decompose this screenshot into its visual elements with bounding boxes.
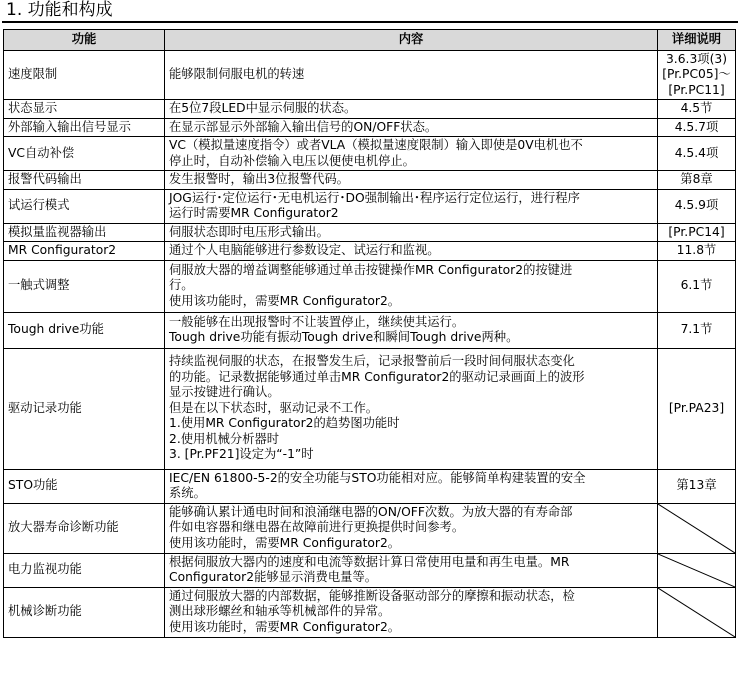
function-cell: VC自动补偿 bbox=[4, 137, 165, 171]
content-line: 测出球形螺丝和轴承等机械部件的异常。 bbox=[169, 604, 391, 619]
function-cell: 电力监视功能 bbox=[4, 553, 165, 587]
detail-line: 11.8节 bbox=[676, 243, 717, 257]
diagonal-slash bbox=[658, 554, 735, 587]
detail-line: 6.1节 bbox=[680, 278, 713, 293]
content-line: 根据伺服放大器内的速度和电流等数据计算日常使用电量和再生电量。MR bbox=[169, 554, 570, 569]
function-cell: 一触式调整 bbox=[4, 260, 165, 312]
content-line: 使用该功能时，需要MR Configurator2。 bbox=[169, 293, 401, 308]
table-row bbox=[4, 50, 736, 100]
function-cell: Tough drive功能 bbox=[4, 312, 165, 348]
content-line: 2.使用机械分析器时 bbox=[169, 431, 280, 446]
detail-line: 第13章 bbox=[676, 478, 717, 493]
content-line: 系统。 bbox=[169, 486, 206, 500]
function-cell: 驱动记录功能 bbox=[4, 348, 165, 469]
detail-cell bbox=[658, 118, 736, 137]
content-line: 通过个人电脑能够进行参数设定、试运行和监视。 bbox=[169, 243, 440, 257]
content-cell bbox=[165, 137, 658, 171]
detail-line: [Pr.PC05]～ bbox=[662, 67, 731, 81]
detail-cell bbox=[658, 260, 736, 312]
content-cell bbox=[165, 242, 658, 261]
content-cell bbox=[165, 503, 658, 553]
content-cell bbox=[165, 312, 658, 348]
detail-line: 7.1节 bbox=[680, 322, 713, 337]
content-cell bbox=[165, 223, 658, 242]
function-table bbox=[3, 29, 736, 638]
detail-cell-empty bbox=[658, 553, 736, 587]
function-cell: 试运行模式 bbox=[4, 189, 165, 223]
content-line: 的功能。记录数据能够通过单击MR Configurator2的驱动记录画面上的波形 bbox=[169, 369, 585, 384]
content-line: 行。 bbox=[169, 278, 194, 293]
detail-line: 4.5.4项 bbox=[674, 145, 719, 160]
detail-cell bbox=[658, 189, 736, 223]
content-cell bbox=[165, 100, 658, 119]
content-cell bbox=[165, 50, 658, 100]
detail-cell bbox=[658, 171, 736, 190]
function-cell: 报警代码输出 bbox=[4, 171, 165, 190]
content-cell bbox=[165, 189, 658, 223]
detail-cell-empty bbox=[658, 503, 736, 553]
title-underline bbox=[2, 21, 738, 23]
content-line: 伺服放大器的增益调整能够通过单击按键操作MR Configurator2的按键进 bbox=[169, 262, 573, 277]
detail-cell bbox=[658, 100, 736, 119]
content-cell bbox=[165, 553, 658, 587]
header-detail: 详细说明 bbox=[658, 30, 736, 51]
table-row bbox=[4, 469, 736, 503]
function-cell: 机械诊断功能 bbox=[4, 587, 165, 637]
function-cell: 模拟量监视器输出 bbox=[4, 223, 165, 242]
content-line: 通过伺服放大器的内部数据，能够推断设备驱动部分的摩擦和振动状态，检 bbox=[169, 588, 575, 603]
function-cell: STO功能 bbox=[4, 469, 165, 503]
content-line: 使用该功能时，需要MR Configurator2。 bbox=[169, 535, 401, 550]
content-line: 在5位7段LED中显示伺服的状态。 bbox=[169, 101, 357, 115]
table-row bbox=[4, 260, 736, 312]
table-row bbox=[4, 312, 736, 348]
content-line: 运行时需要MR Configurator2 bbox=[169, 206, 339, 220]
detail-cell bbox=[658, 469, 736, 503]
content-line: 持续监视伺服的状态，在报警发生后，记录报警前后一段时间伺服状态变化 bbox=[169, 354, 575, 369]
content-line: 1.使用MR Configurator2的趋势图功能时 bbox=[169, 416, 400, 431]
content-line: 伺服状态即时电压形式输出。 bbox=[169, 224, 329, 239]
detail-cell bbox=[658, 223, 736, 242]
detail-line: 3.6.3项(3) bbox=[665, 51, 727, 66]
content-line: 停止时，自动补偿输入电压以便使电机停止。 bbox=[169, 153, 415, 168]
diagonal-slash bbox=[658, 588, 735, 637]
table-row bbox=[4, 100, 736, 119]
function-cell: 放大器寿命诊断功能 bbox=[4, 503, 165, 553]
content-line: 但是在以下状态时，驱动记录不工作。 bbox=[169, 400, 379, 415]
detail-cell bbox=[658, 312, 736, 348]
content-cell bbox=[165, 118, 658, 137]
table-row bbox=[4, 189, 736, 223]
content-line: 发生报警时，输出3位报警代码。 bbox=[169, 172, 349, 186]
function-cell: 外部输入输出信号显示 bbox=[4, 118, 165, 137]
content-line: 一般能够在出现报警时不让装置停止，继续使其运行。 bbox=[169, 314, 465, 329]
table-row bbox=[4, 503, 736, 553]
detail-line: 4.5.7项 bbox=[674, 119, 719, 134]
content-line: 3. [Pr.PF21]设定为“-1”时 bbox=[169, 447, 314, 462]
content-line: 使用该功能时，需要MR Configurator2。 bbox=[169, 619, 401, 634]
content-line: JOG运行･定位运行･无电机运行･DO强制输出･程序运行定位运行，进行程序 bbox=[169, 190, 580, 205]
detail-cell bbox=[658, 137, 736, 171]
function-cell: MR Configurator2 bbox=[4, 242, 165, 261]
diagonal-slash bbox=[658, 504, 735, 553]
detail-cell bbox=[658, 348, 736, 469]
function-cell: 速度限制 bbox=[4, 50, 165, 100]
table-row bbox=[4, 118, 736, 137]
section-title: 1. 功能和构成 bbox=[6, 0, 113, 20]
table-row bbox=[4, 137, 736, 171]
table-row bbox=[4, 242, 736, 261]
content-cell bbox=[165, 587, 658, 637]
function-cell: 状态显示 bbox=[4, 100, 165, 119]
content-cell bbox=[165, 260, 658, 312]
detail-cell bbox=[658, 50, 736, 100]
detail-line: [Pr.PA23] bbox=[668, 400, 725, 415]
detail-line: 第8章 bbox=[680, 172, 713, 186]
content-cell bbox=[165, 171, 658, 190]
content-line: 能够确认累计通电时间和浪涌继电器的ON/OFF次数。为放大器的有寿命部 bbox=[169, 504, 573, 519]
content-line: 在显示部显示外部输入输出信号的ON/OFF状态。 bbox=[169, 119, 438, 134]
content-line: Tough drive功能有振动Tough drive和瞬间Tough drive两种。 bbox=[169, 330, 519, 344]
content-line: IEC/EN 61800-5-2的安全功能与STO功能相对应。能够简单构建装置的安全 bbox=[169, 470, 586, 485]
content-line: 能够限制伺服电机的转速 bbox=[169, 67, 305, 81]
table-row bbox=[4, 348, 736, 469]
header-function: 功能 bbox=[4, 30, 165, 51]
detail-cell-empty bbox=[658, 587, 736, 637]
table-row bbox=[4, 223, 736, 242]
content-cell bbox=[165, 469, 658, 503]
detail-line: [Pr.PC14] bbox=[668, 224, 725, 239]
content-line: Configurator2能够显示消费电量等。 bbox=[169, 570, 378, 584]
table-header-row bbox=[4, 30, 736, 51]
table-row bbox=[4, 553, 736, 587]
detail-cell bbox=[658, 242, 736, 261]
header-content: 内容 bbox=[165, 30, 658, 51]
detail-line: 4.5.9项 bbox=[674, 198, 719, 213]
detail-line: [Pr.PC11] bbox=[668, 82, 725, 97]
content-line: 件如电容器和继电器在故障前进行更换提供时间参考。 bbox=[169, 520, 465, 535]
table-row bbox=[4, 171, 736, 190]
content-line: VC（模拟量速度指令）或者VLA（模拟量速度限制）输入即使是0V电机也不 bbox=[169, 138, 583, 152]
content-cell bbox=[165, 348, 658, 469]
detail-line: 4.5节 bbox=[680, 101, 713, 115]
table-row bbox=[4, 587, 736, 637]
content-line: 显示按键进行确认。 bbox=[169, 385, 280, 400]
